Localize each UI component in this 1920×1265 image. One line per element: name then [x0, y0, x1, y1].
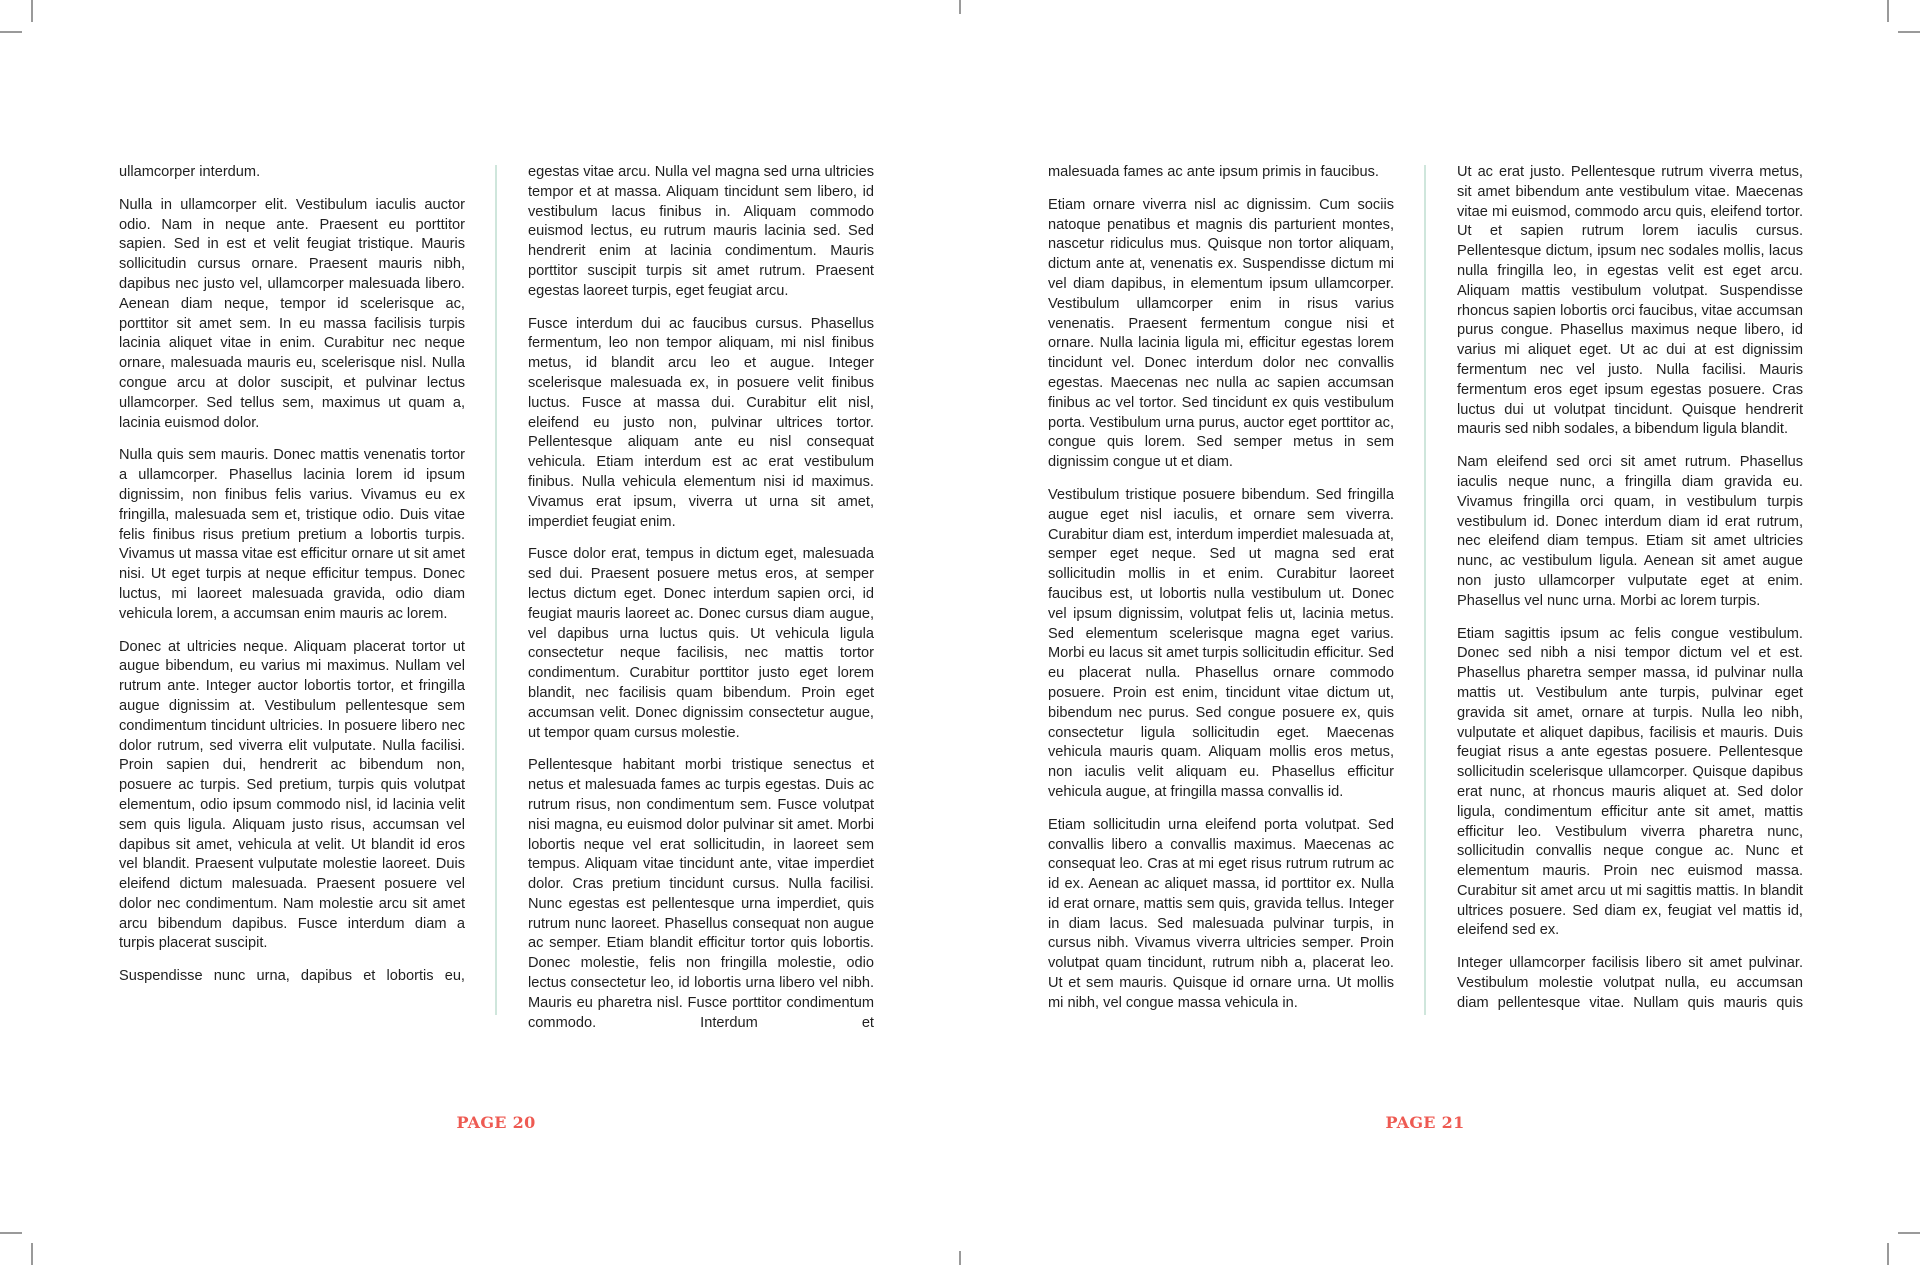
column-divider: [1424, 165, 1426, 1015]
paragraph: Donec at ultricies neque. Aliquam placerat tortor ut augue bibendum, eu varius mi maximus. Nullam vel rutrum ante. Integer auctor lobortis tortor, et fringilla augue dignissim at. Vestibulum pellentesque sem condimentum tincidunt ultricies. In posuere libero nec dolor rutrum, sed viverra elit vulputate. Nulla facilisi. Proin sapien dui, hendrerit ac bibendum non, posuere ac turpis. Sed pretium, turpis quis volutpat elementum, odio ipsum commodo nisl, id lacinia velit sem quis ligula. Aliquam justo risus, accumsan vel dapibus sit amet, vehicula at velit. Ut blandit id eros vel blandit. Praesent vulputate molestie laoreet. Duis eleifend dictum malesuada. Praesent posuere vel dolor nec condimentum. Nam molestie arcu sit amet arcu bibendum dapibus. Fusce interdum diam a turpis placerat suscipit.: [119, 638, 465, 952]
crop-mark-bottom-right-vertical: [1887, 1243, 1889, 1265]
crop-mark-top-right-vertical: [1887, 0, 1889, 22]
page-number: PAGE 20: [456, 1113, 536, 1132]
crop-mark-bottom-left-vertical: [31, 1243, 33, 1265]
crop-mark-bottom-left-horizontal: [0, 1232, 22, 1234]
crop-mark-top-right-horizontal: [1898, 31, 1920, 33]
paragraph: malesuada fames ac ante ipsum primis in faucibus.: [1048, 164, 1379, 180]
paragraph: Integer ullamcorper facilisis libero sit amet pulvinar. Vestibulum molestie volutpat nulla, eu accumsan diam pellentesque vitae. Nullam quis mauris quis: [1457, 955, 1803, 1011]
column-divider: [495, 165, 497, 1015]
crop-mark-top-left-horizontal: [0, 31, 22, 33]
paragraph: Fusce interdum dui ac faucibus cursus. Phasellus fermentum, leo non tempor aliquam, mi nisl finibus metus, id blandit arcu leo et augue. Integer scelerisque malesuada ex, in posuere velit finibus luctus. Fusce at massa dui. Curabitur elit nisl, eleifend eu justo non, pulvinar ultrices tortor. Pellentesque aliquam ante eu nisl consequat vehicula. Etiam interdum est ac erat vestibulum finibus. Nulla vehicula elementum nisi id maximus. Vivamus erat ipsum, viverra ut urna sit amet, imperdiet feugiat enim.: [528, 315, 874, 530]
crop-mark-bottom-right-horizontal: [1898, 1232, 1920, 1234]
paragraph: egestas vitae arcu. Nulla vel magna sed urna ultricies tempor et at massa. Aliquam tincidunt sem libero, id vestibulum lacus finibus in. Aliquam commodo euismod lectus, eu rutrum mauris lacinia sed. Sed hendrerit enim at lacinia condimentum. Mauris porttitor suscipit turpis sit amet rutrum. Praesent egestas laoreet turpis, eget feugiat arcu.: [528, 164, 874, 299]
crop-mark-top-left-vertical: [31, 0, 33, 22]
page-20-column-2: [528, 163, 874, 1046]
paragraph: Fusce dolor erat, tempus in dictum eget, malesuada sed dui. Praesent posuere metus eros, at semper lectus dictum eget. Donec interdum sapien orci, id feugiat mauris laoreet ac. Donec cursus diam augue, vel dapibus urna luctus quis. Ut vehicula ligula consectetur neque facilisis, nec mattis tortor condimentum. Curabitur porttitor justo eget lorem blandit, nec facilisis quam bibendum. Proin eget accumsan velit. Donec dignissim consectetur augue, ut tempor quam cursus molestie.: [528, 546, 874, 741]
page-21-column-1: [1048, 163, 1394, 1027]
paragraph: Suspendisse nunc urna, dapibus et lobortis eu,: [119, 968, 465, 985]
paragraph: Ut ac erat justo. Pellentesque rutrum viverra metus, sit amet bibendum ante vestibulum vitae. Maecenas vitae mi euismod, commodo arcu quis, eleifend tortor. Ut et sapien rutrum lorem iaculis cursus. Pellentesque dictum, ipsum nec sodales mollis, lacus nulla fringilla leo, in egestas velit est eget arcu. Aliquam mattis vestibulum volutpat. Suspendisse rhoncus sapien lobortis orci faucibus, vitae accumsan purus congue. Phasellus maximus neque libero, id varius mi aliquet eget. Ut ac dui at est dignissim fermentum nec vel justo. Nulla facilisi. Mauris fermentum eros eget ipsum egestas posuere. Cras luctus dui ut volutpat tincidunt. Quisque hendrerit mauris sed nibh sodales, a bibendum ligula blandit.: [1457, 164, 1803, 438]
paragraph: Pellentesque habitant morbi tristique senectus et netus et malesuada fames ac turpis egestas. Duis ac rutrum risus, non condimentum sem. Fusce volutpat nisi magna, eu euismod dolor pulvinar sit amet. Morbi lobortis neque vel erat sollicitudin, in laoreet sem tempus. Aliquam vitae tincidunt ante, vitae imperdiet dolor. Cras pretium tincidunt cursus. Nulla facilisi. Nunc egestas est pellentesque urna imperdiet, quis rutrum nunc laoreet. Phasellus consequat non augue ac semper. Etiam blandit efficitur tortor quis lobortis. Donec molestie, felis non fringilla molestie, odio lectus consectetur leo, id lobortis urna libero vel nibh. Mauris eu pharetra nisl. Fusce porttitor condimentum commodo. Interdum et: [528, 757, 874, 1031]
page-21-column-2: [1457, 163, 1803, 1027]
crop-mark-top-center: [959, 0, 961, 14]
paragraph: Vestibulum tristique posuere bibendum. Sed fringilla augue eget nisl iaculis, et ornare sem viverra. Curabitur diam est, interdum imperdiet malesuada at, semper eget neque. Sed ut magna sed erat sollicitudin mollis in et enim. Curabitur laoreet faucibus est, ut lobortis nulla vestibulum ut. Donec vel ipsum dignissim, volutpat felis ut, lacinia metus. Sed elementum scelerisque magna eget varius. Morbi eu lacus sit amet turpis sollicitudin efficitur. Sed eu placerat nulla. Phasellus ornare commodo posuere. Proin est enim, tincidunt vitae dictum ut, bibendum nec purus. Sed congue posuere ex, quis consectetur ligula sollicitudin eget. Maecenas vehicula mauris quam. Aliquam mollis eros metus, non iaculis velit aliquam eu. Phasellus efficitur vehicula augue, at fringilla massa convallis id.: [1048, 486, 1394, 800]
paragraph: Etiam sagittis ipsum ac felis congue vestibulum. Donec sed nibh a nisi tempor dictum vel et est. Phasellus pharetra semper massa, id pulvinar nulla mattis ut. Vestibulum ante turpis, pulvinar eget gravida sit amet, ornare at turpis. Nulla leo nibh, vulputate et aliquet dapibus, facilisis et mauris. Duis feugiat risus a ante egestas posuere. Pellentesque sollicitudin scelerisque ullamcorper. Quisque dapibus erat nunc, at rhoncus mauris aliquet at. Sed dolor ligula, condimentum efficitur ante sit amet, mattis efficitur leo. Vestibulum viverra pharetra nunc, sollicitudin convallis neque congue ac. Nunc et elementum mauris. Proin nec euismod massa. Curabitur sit amet arcu ut mi sagittis mattis. In blandit ultrices posuere. Sed diam ex, feugiat vel mattis id, eleifend sed ex.: [1457, 625, 1803, 939]
paragraph: ullamcorper interdum.: [119, 164, 261, 180]
crop-mark-bottom-center: [959, 1251, 961, 1265]
paragraph: Nulla quis sem mauris. Donec mattis venenatis tortor a ullamcorper. Phasellus lacinia lorem id ipsum dignissim, non finibus felis varius. Vivamus eu ex fringilla, malesuada sem et, tristique odio. Duis vitae felis finibus risus pretium pretium a lobortis turpis. Vivamus ut massa vitae est efficitur ornare ut sit amet nisi. Ut eget turpis at neque efficitur tempus. Donec luctus, mi laoreet malesuada gravida, odio diam vehicula lorem, a accumsan enim mauris ac lorem.: [119, 447, 465, 622]
paragraph: Etiam ornare viverra nisl ac dignissim. Cum sociis natoque penatibus et magnis dis parturient montes, nascetur ridiculus mus. Quisque non tortor aliquam, dictum ante at, venenatis ex. Suspendisse dictum mi vel diam dapibus, in elementum ipsum ullamcorper. Vestibulum ullamcorper enim in risus varius venenatis. Praesent fermentum congue nisi et ornare. Nulla lacinia ligula mi, efficitur egestas lorem tincidunt vel. Donec interdum dolor nec convallis egestas. Maecenas nec nulla ac sapien accumsan finibus ac vel tortor. Sed tincidunt ex quis vestibulum porta. Vestibulum urna purus, auctor eget porttitor ac, congue quis lorem. Sed semper metus in sem dignissim congue ut et diam.: [1048, 196, 1394, 471]
page-20-column-1: [119, 163, 465, 1000]
paragraph: Nam eleifend sed orci sit amet rutrum. Phasellus iaculis neque nunc, a fringilla diam gravida eu. Vivamus fringilla orci quam, in vestibulum turpis vestibulum id. Donec interdum diam id erat rutrum, nec eleifend diam tempus. Etiam sit amet ultricies nunc, ac vestibulum ligula. Aenean sit amet augue non justo ullamcorper vulputate eget at enim. Phasellus vel nunc urna. Morbi ac lorem turpis.: [1457, 454, 1803, 609]
paragraph: Nulla in ullamcorper elit. Vestibulum iaculis auctor odio. Nam in neque ante. Praesent eu porttitor sapien. Sed in est et velit feugiat tristique. Mauris sollicitudin cursus ornare. Praesent mauris nibh, dapibus nec justo vel, ullamcorper malesuada libero. Aenean diam neque, tempor id scelerisque ac, porttitor sit amet sem. In eu massa facilisis turpis lacinia aliquet vitae in enim. Curabitur nec neque ornare, malesuada mauris eu, scelerisque nisl. Nulla congue arcu at dolor suscipit, et pulvinar lectus ullamcorper. Sed tellus sem, maximus ut quam a, lacinia euismod dolor.: [119, 196, 465, 431]
page-number: PAGE 21: [1385, 1113, 1465, 1132]
paragraph: Etiam sollicitudin urna eleifend porta volutpat. Sed convallis libero a convallis maximus. Maecenas ac consequat leo. Cras at mi eget risus rutrum rutrum ac id ex. Aenean ac aliquet massa, id porttitor ex. Nulla id erat ornare, mattis sem quis, gravida tellus. Integer in diam lacus. Sed malesuada pulvinar turpis, in cursus nibh. Vivamus viverra ultricies semper. Proin volutpat quam tincidunt, rutrum nibh a, placerat leo. Ut et sem mauris. Quisque id ornare urna. Ut mollis mi nibh, vel congue massa vehicula in.: [1048, 816, 1394, 1011]
